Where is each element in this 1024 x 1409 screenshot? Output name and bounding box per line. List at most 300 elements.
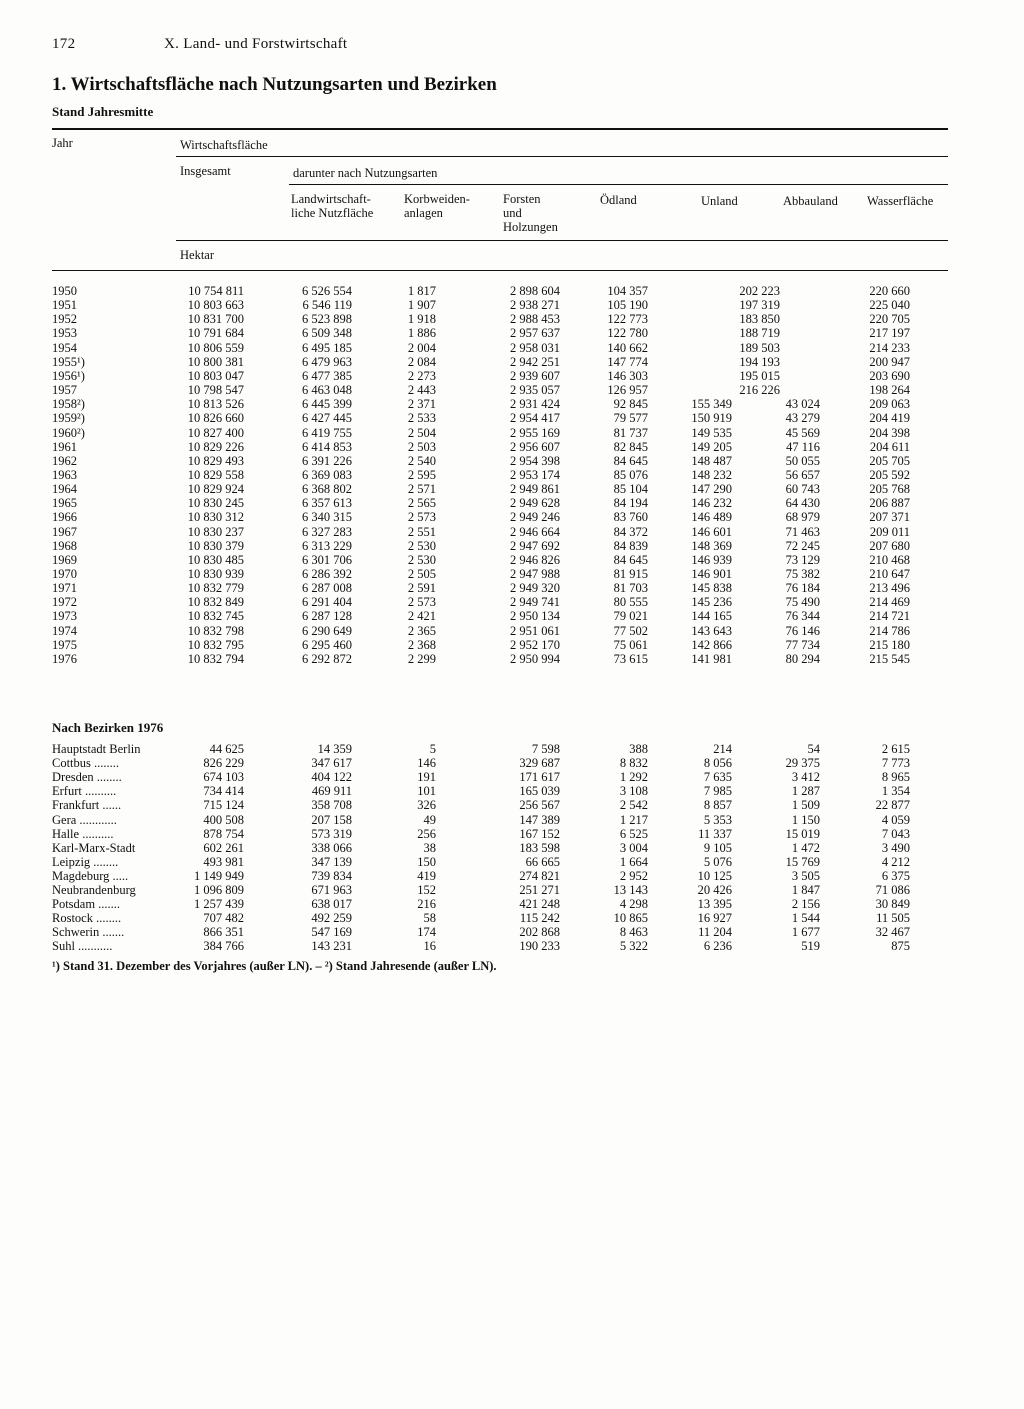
- cell-insgesamt: 10 826 660: [187, 411, 244, 426]
- row-label: 1957: [52, 383, 77, 398]
- cell-unland: 146 489: [691, 510, 732, 525]
- cell-ln: 6 419 755: [302, 425, 352, 440]
- cell-insgesamt: 10 832 795: [187, 637, 244, 652]
- cell-ln: 347 139: [311, 854, 352, 869]
- cell-korbweiden: 2 571: [407, 482, 436, 497]
- cell-korbweiden: 2 595: [407, 467, 436, 482]
- cell-wasserflaeche: 207 371: [869, 510, 910, 525]
- cell-forsten: 2 946 826: [510, 552, 560, 567]
- cell-insgesamt: 10 798 547: [187, 383, 244, 398]
- cell-forsten: 2 950 994: [510, 651, 560, 666]
- cell-wasserflaeche: 205 592: [869, 467, 910, 482]
- cell-forsten: 165 039: [519, 784, 560, 799]
- cell-wasserflaeche: 204 611: [869, 439, 910, 454]
- row-label: 1972: [52, 595, 77, 610]
- cell-unland: 11 337: [698, 826, 732, 841]
- cell-ln: 671 963: [311, 883, 352, 897]
- cell-odland: 75 061: [613, 637, 648, 652]
- cell-odland: 140 662: [607, 340, 648, 355]
- cell-korbweiden: 1 918: [407, 312, 436, 327]
- row-label: 1971: [52, 581, 77, 596]
- cell-odland: 80 555: [613, 595, 648, 610]
- cell-unland: 194 193: [739, 354, 780, 369]
- cell-wasserflaeche: 213 496: [869, 581, 910, 596]
- cell-odland: 1 664: [619, 854, 648, 869]
- cell-forsten: 2 988 453: [510, 312, 560, 327]
- cell-ln: 6 295 460: [302, 637, 352, 652]
- cell-wasserflaeche: 220 705: [869, 312, 910, 327]
- row-label: Potsdam .......: [52, 897, 121, 912]
- cell-odland: 92 845: [613, 397, 648, 412]
- cell-unland: 141 981: [691, 651, 732, 666]
- cell-odland: 84 839: [613, 538, 648, 553]
- cell-korbweiden: 101: [417, 784, 436, 799]
- cell-unland: 146 939: [691, 552, 732, 567]
- cell-abbauland: 80 294: [785, 651, 820, 666]
- table-subtitle: Stand Jahresmitte: [52, 104, 154, 119]
- cell-ln: 358 708: [311, 798, 352, 813]
- cell-unland: 144 165: [691, 609, 732, 624]
- cell-korbweiden: 2 504: [407, 425, 436, 440]
- cell-abbauland: 1 847: [791, 883, 820, 897]
- cell-ln: 638 017: [311, 897, 352, 912]
- cell-forsten: 2 949 246: [510, 510, 560, 525]
- cell-korbweiden: 150: [417, 854, 436, 869]
- cell-korbweiden: 2 365: [407, 623, 436, 638]
- cell-abbauland: 43 279: [785, 411, 820, 426]
- cell-ln: 492 259: [311, 911, 352, 926]
- cell-unland: 149 205: [691, 439, 732, 454]
- row-label: 1969: [52, 552, 77, 567]
- cell-wasserflaeche: 1 354: [881, 784, 910, 799]
- cell-unland: 155 349: [691, 397, 732, 412]
- cell-odland: 81 915: [613, 567, 648, 581]
- cell-forsten: 2 953 174: [510, 467, 560, 482]
- cell-insgesamt: 1 149 949: [194, 868, 244, 883]
- cell-forsten: 2 947 692: [510, 538, 560, 553]
- cell-forsten: 2 952 170: [510, 637, 560, 652]
- cell-insgesamt: 10 800 381: [187, 354, 244, 369]
- cell-ln: 6 414 853: [302, 439, 352, 454]
- cell-abbauland: 3 412: [791, 770, 820, 785]
- cell-abbauland: 3 505: [791, 868, 820, 883]
- cell-korbweiden: 2 299: [407, 651, 436, 666]
- cell-korbweiden: 174: [417, 925, 436, 940]
- cell-forsten: 2 935 057: [510, 383, 560, 398]
- cell-wasserflaeche: 2 615: [881, 742, 910, 756]
- cell-insgesamt: 10 832 798: [187, 623, 244, 638]
- cell-wasserflaeche: 214 233: [869, 340, 910, 355]
- cell-insgesamt: 10 829 924: [187, 482, 244, 497]
- cell-wasserflaeche: 205 705: [869, 453, 910, 468]
- cell-korbweiden: 146: [417, 756, 436, 771]
- cell-korbweiden: 419: [417, 868, 436, 883]
- cell-wasserflaeche: 3 490: [881, 840, 910, 855]
- cell-ln: 404 122: [311, 770, 352, 785]
- cell-unland: 20 426: [697, 883, 732, 897]
- row-label: 1961: [52, 439, 77, 454]
- cell-wasserflaeche: 206 887: [869, 496, 910, 511]
- cell-ln: 6 495 185: [302, 340, 352, 355]
- cell-ln: 6 477 385: [302, 368, 352, 383]
- cell-insgesamt: 10 832 779: [187, 581, 244, 596]
- cell-wasserflaeche: 215 180: [869, 637, 910, 652]
- cell-wasserflaeche: 875: [891, 939, 910, 954]
- cell-forsten: 2 950 134: [510, 609, 560, 624]
- cell-forsten: 183 598: [519, 840, 560, 855]
- cell-ln: 6 479 963: [302, 354, 352, 369]
- cell-abbauland: 77 734: [785, 637, 820, 652]
- cell-wasserflaeche: 215 545: [869, 651, 910, 666]
- cell-abbauland: 15 769: [785, 854, 820, 869]
- cell-unland: 9 105: [703, 840, 732, 855]
- cell-ln: 6 292 872: [302, 651, 352, 666]
- cell-ln: 739 834: [311, 868, 352, 883]
- cell-forsten: 2 954 398: [510, 453, 560, 468]
- cell-wasserflaeche: 4 212: [881, 854, 910, 869]
- cell-abbauland: 64 430: [785, 496, 820, 511]
- cell-odland: 81 737: [613, 425, 648, 440]
- cell-unland: 183 850: [739, 312, 780, 327]
- cell-wasserflaeche: 209 063: [869, 397, 910, 412]
- cell-insgesamt: 10 803 047: [187, 368, 244, 383]
- cell-unland: 148 232: [691, 467, 732, 482]
- cell-korbweiden: 1 817: [407, 284, 436, 298]
- cell-ln: 6 357 613: [302, 496, 352, 511]
- cell-forsten: 2 954 417: [510, 411, 560, 426]
- cell-abbauland: 47 116: [786, 439, 820, 454]
- cell-insgesamt: 10 754 811: [188, 284, 244, 298]
- cell-odland: 79 021: [613, 609, 648, 624]
- cell-abbauland: 50 055: [785, 453, 820, 468]
- cell-insgesamt: 707 482: [203, 911, 244, 926]
- row-label: Hauptstadt Berlin: [52, 742, 141, 756]
- cell-forsten: 190 233: [519, 939, 560, 954]
- header-darunter: darunter nach Nutzungsarten: [293, 166, 438, 180]
- cell-forsten: 2 957 637: [510, 326, 560, 341]
- page-number: 172: [52, 36, 76, 52]
- header-unland: Unland: [701, 194, 738, 208]
- row-label: 1958²): [52, 397, 85, 412]
- cell-korbweiden: 2 533: [407, 411, 436, 426]
- cell-wasserflaeche: 220 660: [869, 284, 910, 298]
- cell-abbauland: 56 657: [785, 467, 820, 482]
- cell-unland: 147 290: [691, 482, 732, 497]
- row-label: Suhl ...........: [52, 939, 113, 954]
- cell-unland: 148 369: [691, 538, 732, 553]
- cell-ln: 143 231: [311, 939, 352, 954]
- cell-odland: 84 645: [613, 453, 648, 468]
- header-rule-3: [176, 240, 948, 241]
- cell-insgesamt: 674 103: [203, 770, 244, 785]
- cell-ln: 347 617: [311, 756, 352, 771]
- cell-insgesamt: 10 830 939: [187, 567, 244, 581]
- cell-wasserflaeche: 214 469: [869, 595, 910, 610]
- cell-insgesamt: 493 981: [203, 854, 244, 869]
- header-odland: Ödland: [600, 193, 637, 207]
- cell-forsten: 2 898 604: [510, 284, 560, 298]
- header-wirtschaftsflaeche: Wirtschaftsfläche: [180, 138, 268, 152]
- cell-insgesamt: 10 832 849: [187, 595, 244, 610]
- cell-forsten: 115 242: [519, 911, 560, 926]
- cell-insgesamt: 10 791 684: [187, 326, 244, 341]
- cell-wasserflaeche: 210 468: [869, 552, 910, 567]
- row-label: Erfurt ..........: [52, 784, 117, 799]
- cell-wasserflaeche: 4 059: [881, 812, 910, 827]
- cell-korbweiden: 2 368: [407, 637, 436, 652]
- cell-forsten: 2 949 320: [510, 581, 560, 596]
- row-label: Schwerin .......: [52, 925, 125, 940]
- cell-odland: 13 143: [613, 883, 648, 897]
- row-label: 1965: [52, 496, 77, 511]
- row-label: 1968: [52, 538, 77, 553]
- cell-insgesamt: 10 829 226: [187, 439, 244, 454]
- cell-wasserflaeche: 210 647: [869, 567, 910, 581]
- cell-odland: 126 957: [607, 383, 648, 398]
- cell-unland: 195 015: [739, 368, 780, 383]
- page-header: [52, 36, 347, 53]
- cell-korbweiden: 1 907: [407, 298, 436, 313]
- cell-abbauland: 1 150: [791, 812, 820, 827]
- footnote: ¹) Stand 31. Dezember des Vorjahres (außer LN). – ²) Stand Jahresende (außer LN).: [52, 959, 497, 973]
- cell-korbweiden: 2 505: [407, 567, 436, 581]
- cell-wasserflaeche: 200 947: [869, 354, 910, 369]
- header-rule-2: [289, 184, 948, 185]
- chapter-title: X. Land- und Forstwirtschaft: [164, 36, 348, 52]
- cell-korbweiden: 2 540: [407, 453, 436, 468]
- cell-unland: 5 353: [703, 812, 732, 827]
- cell-ln: 338 066: [311, 840, 352, 855]
- bezirke-heading: Nach Bezirken 1976: [52, 720, 164, 735]
- cell-unland: 149 535: [691, 425, 732, 440]
- cell-wasserflaeche: 30 849: [875, 897, 910, 912]
- cell-ln: 6 509 348: [302, 326, 352, 341]
- cell-korbweiden: 191: [417, 770, 436, 785]
- cell-unland: 5 076: [703, 854, 732, 869]
- header-korbweiden: Korbweiden- anlagen: [404, 192, 470, 220]
- header-bottom-rule: [52, 270, 948, 271]
- cell-forsten: 147 389: [519, 812, 560, 827]
- cell-korbweiden: 1 886: [407, 326, 436, 341]
- cell-odland: 4 298: [619, 897, 648, 912]
- row-label: 1973: [52, 609, 77, 624]
- cell-odland: 2 952: [619, 868, 648, 883]
- cell-wasserflaeche: 32 467: [875, 925, 910, 940]
- cell-korbweiden: 326: [417, 798, 436, 813]
- cell-korbweiden: 2 084: [407, 354, 436, 369]
- cell-abbauland: 54: [807, 742, 820, 756]
- row-label: Cottbus ........: [52, 756, 120, 771]
- cell-odland: 10 865: [613, 911, 648, 926]
- cell-korbweiden: 49: [423, 812, 436, 827]
- cell-korbweiden: 5: [429, 742, 436, 756]
- cell-wasserflaeche: 11 505: [876, 911, 910, 926]
- cell-insgesamt: 878 754: [203, 826, 244, 841]
- row-label: 1966: [52, 510, 77, 525]
- cell-ln: 6 327 283: [302, 524, 352, 539]
- row-label: 1954: [52, 340, 77, 355]
- cell-abbauland: 76 344: [785, 609, 820, 624]
- cell-insgesamt: 10 803 663: [187, 298, 244, 313]
- cell-wasserflaeche: 217 197: [869, 326, 910, 341]
- header-forsten: Forsten und Holzungen: [503, 192, 558, 234]
- cell-insgesamt: 10 830 312: [187, 510, 244, 525]
- cell-unland: 13 395: [697, 897, 732, 912]
- cell-forsten: 2 958 031: [510, 340, 560, 355]
- cell-odland: 146 303: [607, 368, 648, 383]
- row-label: 1956¹): [52, 368, 85, 383]
- cell-korbweiden: 58: [423, 911, 436, 926]
- row-label: 1974: [52, 623, 77, 638]
- row-label: 1967: [52, 524, 77, 539]
- cell-korbweiden: 2 530: [407, 538, 436, 553]
- cell-ln: 6 290 649: [302, 623, 352, 638]
- cell-korbweiden: 2 503: [407, 439, 436, 454]
- cell-unland: 189 503: [739, 340, 780, 355]
- cell-forsten: 274 821: [519, 868, 560, 883]
- cell-abbauland: 75 382: [785, 567, 820, 581]
- cell-ln: 6 340 315: [302, 510, 352, 525]
- cell-forsten: 2 947 988: [510, 567, 560, 581]
- cell-insgesamt: 10 806 559: [187, 340, 244, 355]
- cell-odland: 122 780: [607, 326, 648, 341]
- cell-forsten: 2 949 628: [510, 496, 560, 511]
- cell-odland: 104 357: [607, 284, 648, 298]
- cell-abbauland: 76 146: [785, 623, 820, 638]
- cell-odland: 84 194: [613, 496, 648, 511]
- cell-unland: 197 319: [739, 298, 780, 313]
- cell-forsten: 2 939 607: [510, 368, 560, 383]
- cell-odland: 3 108: [619, 784, 648, 799]
- cell-wasserflaeche: 204 398: [869, 425, 910, 440]
- cell-unland: 16 927: [697, 911, 732, 926]
- cell-abbauland: 519: [801, 939, 820, 954]
- cell-unland: 8 056: [703, 756, 732, 771]
- header-wasserflaeche: Wasserfläche: [867, 194, 934, 208]
- cell-ln: 6 313 229: [302, 538, 352, 553]
- cell-insgesamt: 10 830 485: [187, 552, 244, 567]
- cell-insgesamt: 10 829 493: [187, 453, 244, 468]
- cell-odland: 84 372: [613, 524, 648, 539]
- cell-korbweiden: 2 591: [407, 581, 436, 596]
- cell-forsten: 2 942 251: [510, 354, 560, 369]
- cell-unland: 145 236: [691, 595, 732, 610]
- cell-insgesamt: 10 813 526: [187, 397, 244, 412]
- cell-forsten: 2 949 741: [510, 595, 560, 610]
- header-unit: Hektar: [180, 248, 215, 262]
- cell-forsten: 2 955 169: [510, 425, 560, 440]
- cell-odland: 1 217: [619, 812, 648, 827]
- cell-odland: 388: [629, 742, 648, 756]
- cell-unland: 150 919: [691, 411, 732, 426]
- cell-insgesamt: 826 229: [203, 756, 244, 771]
- cell-korbweiden: 2 530: [407, 552, 436, 567]
- cell-unland: 10 125: [697, 868, 732, 883]
- cell-insgesamt: 734 414: [203, 784, 244, 799]
- cell-abbauland: 72 245: [785, 538, 820, 553]
- row-label: 1970: [52, 567, 77, 581]
- cell-forsten: 2 956 607: [510, 439, 560, 454]
- cell-forsten: 167 152: [519, 826, 560, 841]
- cell-odland: 83 760: [613, 510, 648, 525]
- row-label: 1962: [52, 453, 77, 468]
- cell-korbweiden: 256: [417, 826, 436, 841]
- cell-korbweiden: 2 371: [407, 397, 436, 412]
- cell-insgesamt: 1 257 439: [194, 897, 244, 912]
- table-title: 1. Wirtschaftsfläche nach Nutzungsarten und Bezirken: [52, 74, 497, 95]
- cell-insgesamt: 10 829 558: [187, 467, 244, 482]
- cell-odland: 1 292: [619, 770, 648, 785]
- cell-unland: 202 223: [739, 284, 780, 298]
- row-label: 1963: [52, 467, 77, 482]
- cell-wasserflaeche: 204 419: [869, 411, 910, 426]
- cell-forsten: 256 567: [519, 798, 560, 813]
- cell-abbauland: 1 509: [791, 798, 820, 813]
- cell-insgesamt: 602 261: [203, 840, 244, 855]
- row-label: Frankfurt ......: [52, 798, 122, 813]
- cell-forsten: 2 946 664: [510, 524, 560, 539]
- cell-forsten: 171 617: [519, 770, 560, 785]
- row-label: 1960²): [52, 425, 85, 440]
- cell-korbweiden: 2 573: [407, 595, 436, 610]
- cell-forsten: 2 931 424: [510, 397, 560, 412]
- row-label: 1950: [52, 284, 77, 298]
- cell-wasserflaeche: 209 011: [869, 524, 910, 539]
- cell-odland: 85 076: [613, 467, 648, 482]
- cell-abbauland: 60 743: [785, 482, 820, 497]
- cell-ln: 573 319: [311, 826, 352, 841]
- cell-korbweiden: 16: [423, 939, 436, 954]
- cell-odland: 8 832: [619, 756, 648, 771]
- cell-abbauland: 75 490: [785, 595, 820, 610]
- row-label: Dresden ........: [52, 770, 122, 785]
- cell-odland: 147 774: [607, 354, 648, 369]
- cell-insgesamt: 384 766: [203, 939, 244, 954]
- cell-odland: 8 463: [619, 925, 648, 940]
- row-label: Magdeburg .....: [52, 868, 129, 883]
- cell-wasserflaeche: 214 721: [869, 609, 910, 624]
- row-label: Karl-Marx-Stadt: [52, 840, 136, 855]
- cell-abbauland: 29 375: [785, 756, 820, 771]
- cell-wasserflaeche: 6 375: [881, 868, 910, 883]
- header-abbauland: Abbauland: [783, 194, 838, 208]
- row-label: Rostock ........: [52, 911, 122, 926]
- cell-abbauland: 1 287: [791, 784, 820, 799]
- cell-unland: 7 985: [703, 784, 732, 799]
- cell-ln: 6 286 392: [302, 567, 352, 581]
- cell-unland: 146 901: [691, 567, 732, 581]
- cell-unland: 214: [713, 742, 732, 756]
- cell-insgesamt: 10 830 245: [187, 496, 244, 511]
- cell-forsten: 421 248: [519, 897, 560, 912]
- cell-korbweiden: 2 551: [407, 524, 436, 539]
- cell-unland: 146 601: [691, 524, 732, 539]
- header-insgesamt: Insgesamt: [180, 164, 231, 178]
- cell-insgesamt: 10 830 379: [187, 538, 244, 553]
- cell-wasserflaeche: 203 690: [869, 368, 910, 383]
- cell-ln: 6 391 226: [302, 453, 352, 468]
- cell-korbweiden: 2 421: [407, 609, 436, 624]
- cell-odland: 5 322: [619, 939, 648, 954]
- cell-forsten: 66 665: [525, 854, 560, 869]
- row-label: 1951: [52, 298, 77, 313]
- cell-insgesamt: 1 096 809: [194, 883, 244, 897]
- cell-insgesamt: 10 827 400: [187, 425, 244, 440]
- cell-forsten: 2 938 271: [510, 298, 560, 313]
- cell-ln: 6 523 898: [302, 312, 352, 327]
- cell-odland: 79 577: [613, 411, 648, 426]
- cell-odland: 73 615: [613, 651, 648, 666]
